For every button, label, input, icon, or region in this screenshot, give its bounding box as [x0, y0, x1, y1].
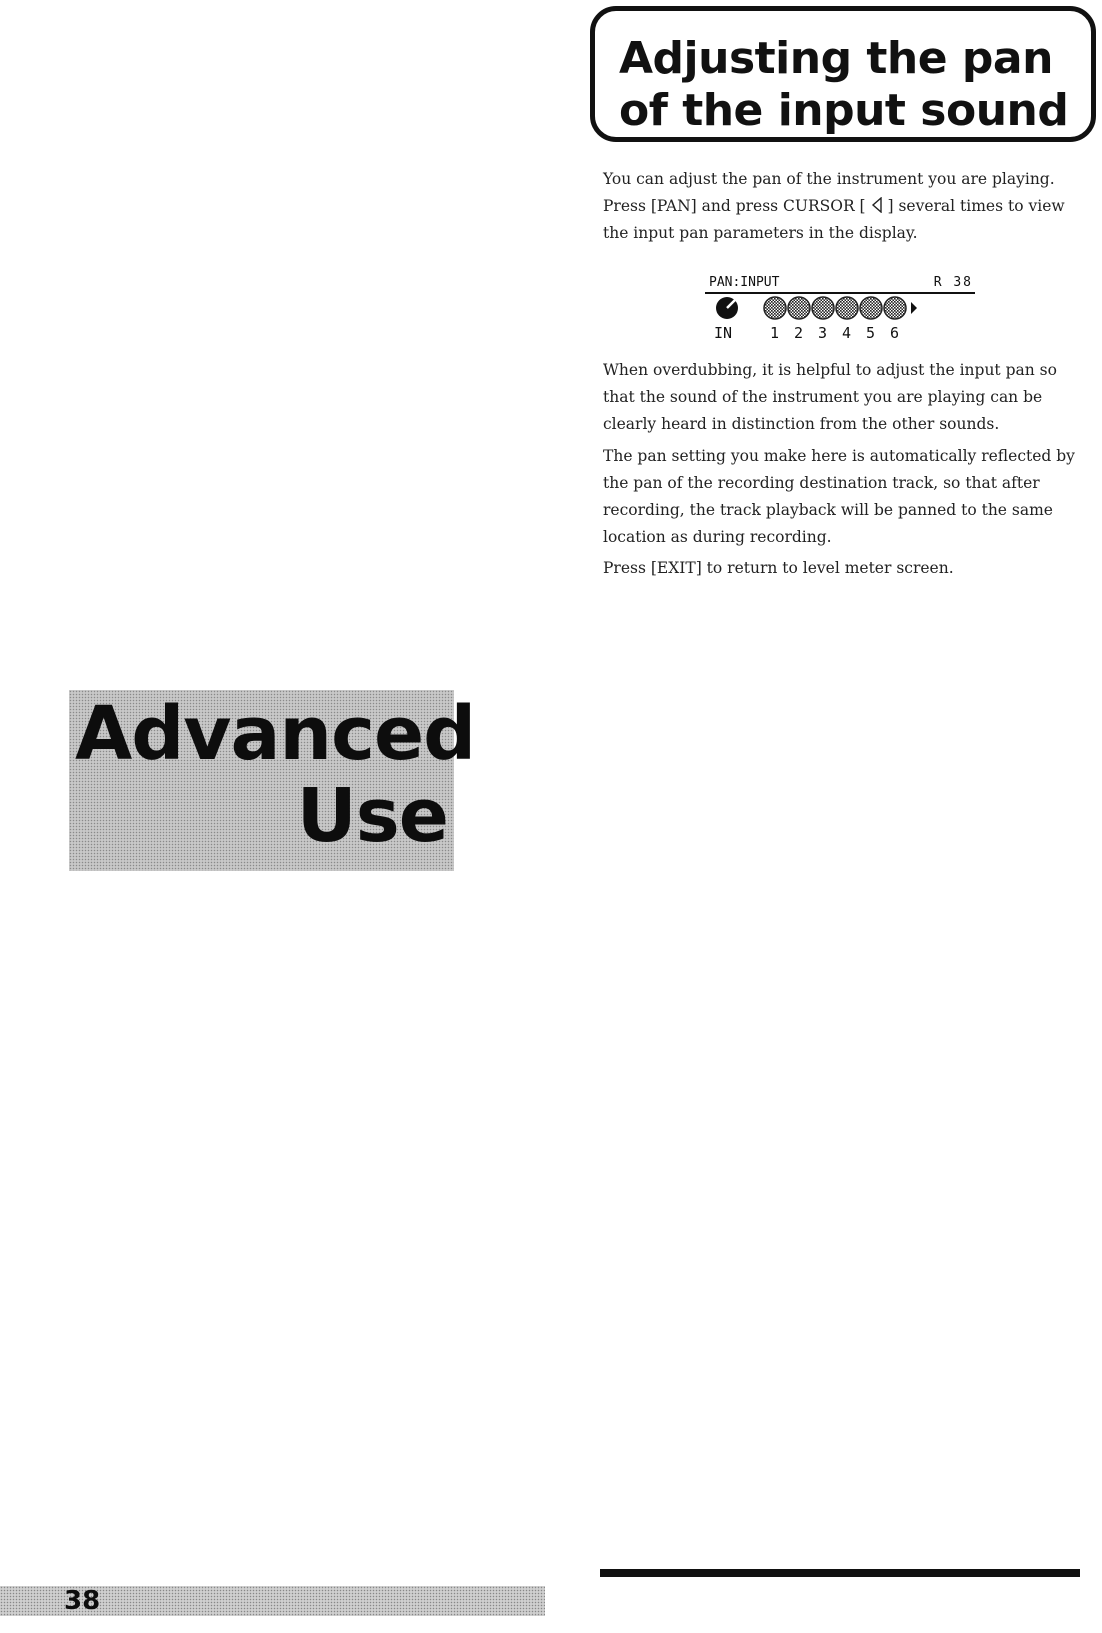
- cursor-left-icon: [871, 197, 883, 213]
- track-2-pan-knob: [788, 297, 810, 319]
- pan-setting-line-3: recording, the track playback will be panned to the same: [603, 501, 1053, 519]
- section-title-line-2: of the input sound: [619, 85, 1069, 136]
- channel-labels: [705, 324, 980, 344]
- overdub-paragraph: [603, 357, 1083, 438]
- lcd-header: [705, 275, 975, 294]
- exit-line-1: Press [EXIT] to return to level meter screen.: [603, 559, 954, 577]
- channel-label-5: 5: [866, 324, 876, 342]
- intro-line-2: [603, 193, 1083, 220]
- pan-setting-line-2: the pan of the recording destination track, so that after: [603, 474, 1040, 492]
- overdub-line-3: clearly heard in distinction from the other sounds.: [603, 415, 1000, 433]
- pan-setting-line-1: The pan setting you make here is automatically reflected by: [603, 447, 1075, 465]
- lcd-display: [705, 275, 980, 345]
- pan-setting-line-4: location as during recording.: [603, 528, 832, 546]
- pan-knob-row: [705, 295, 980, 323]
- overdub-line-2: that the sound of the instrument you are playing can be: [603, 388, 1043, 406]
- channel-label-1: 1: [770, 324, 780, 342]
- intro-line-1: You can adjust the pan of the instrument you are playing.: [603, 170, 1055, 188]
- page-number: 38: [64, 1586, 101, 1616]
- track-5-pan-knob: [860, 297, 882, 319]
- input-pan-knob: [716, 297, 738, 319]
- chapter-tab-word-2: Use: [296, 773, 448, 859]
- track-3-pan-knob: [812, 297, 834, 319]
- track-4-pan-knob: [836, 297, 858, 319]
- chapter-tab: [69, 690, 476, 871]
- track-6-pan-knob: [884, 297, 906, 319]
- chapter-tab-word-1: Advanced: [75, 691, 476, 777]
- pan-setting-paragraph: [603, 443, 1083, 551]
- section-title-box: [590, 6, 1096, 142]
- exit-paragraph: [603, 555, 1083, 582]
- scroll-right-arrow-icon: [911, 302, 917, 314]
- intro-paragraph: [603, 166, 1083, 247]
- lcd-header-value: R 38: [933, 275, 973, 290]
- channel-label-in: IN: [714, 324, 733, 342]
- channel-label-3: 3: [818, 324, 828, 342]
- channel-label-4: 4: [842, 324, 852, 342]
- channel-label-2: 2: [794, 324, 804, 342]
- section-title: [619, 33, 1068, 137]
- channel-label-6: 6: [890, 324, 900, 342]
- overdub-line-1: When overdubbing, it is helpful to adjust the input pan so: [603, 361, 1057, 379]
- footer-rule: [600, 1569, 1080, 1577]
- lcd-header-title: PAN:INPUT: [709, 275, 780, 290]
- intro-line-2-start: Press [PAN] and press CURSOR [: [603, 197, 866, 215]
- intro-line-2-end: ] several times to view: [887, 197, 1065, 215]
- intro-line-3: the input pan parameters in the display.: [603, 224, 918, 242]
- section-title-line-1: Adjusting the pan: [619, 33, 1053, 84]
- track-1-pan-knob: [764, 297, 786, 319]
- page-number-bar: [0, 1586, 545, 1616]
